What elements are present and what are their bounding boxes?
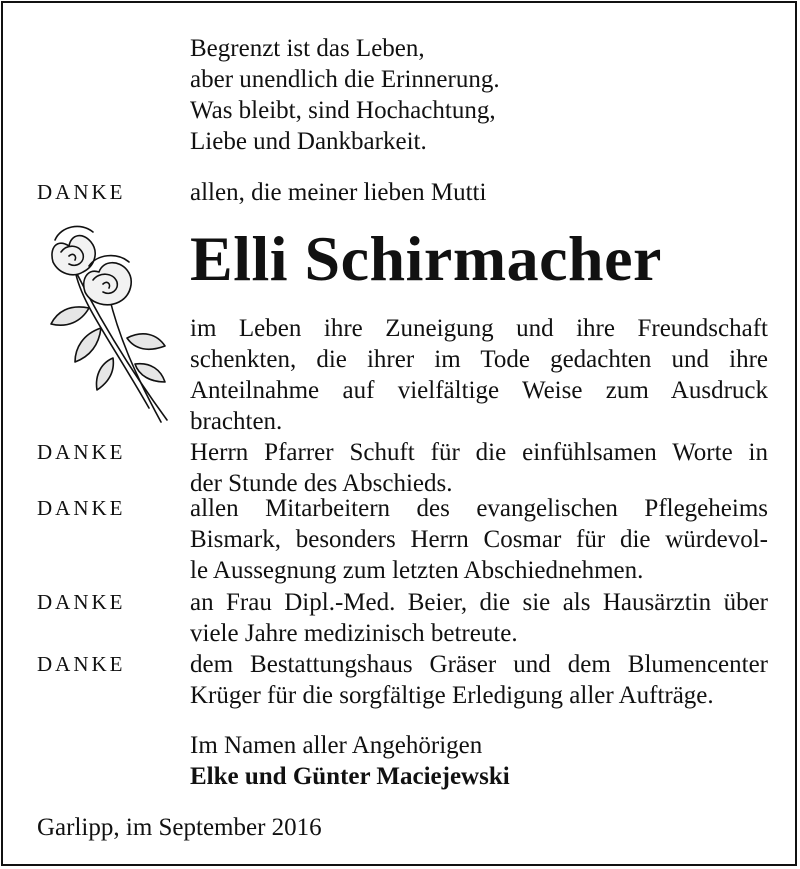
rose-icon xyxy=(39,208,179,428)
signature-names: Elke und Günter Maciejewski xyxy=(190,763,510,790)
danke-label: DANKE xyxy=(37,440,126,464)
paragraph-line: schenkten, die ihrer im Tode gedachten und ihre xyxy=(190,346,768,373)
verse-line-4: Liebe und Dankbarkeit. xyxy=(190,128,427,155)
thanks-entry xyxy=(190,437,768,499)
verse-line-1: Begrenzt ist das Leben, xyxy=(190,35,425,62)
paragraph-line: brachten. xyxy=(190,408,283,435)
thanks-line: der Stunde des Abschieds. xyxy=(190,470,453,497)
verse-line-2: aber unendlich die Erinnerung. xyxy=(190,66,500,93)
thanks-entry xyxy=(190,493,768,586)
obituary-notice xyxy=(1,1,797,866)
thanks-line: an Frau Dipl.-Med. Beier, die sie als Hausärztin über xyxy=(190,589,768,616)
place-date: Garlipp, im September 2016 xyxy=(37,814,322,841)
thanks-entry xyxy=(190,649,768,711)
thanks-line: Bismark, besonders Herrn Cosmar für die würdevol- xyxy=(190,526,768,553)
paragraph-line: im Leben ihre Zuneigung und ihre Freundschaft xyxy=(190,315,768,342)
thanks-line: allen Mitarbeitern des evangelischen Pflegeheims xyxy=(190,495,768,522)
thanks-line: le Aussegnung zum letzten Abschiednehmen. xyxy=(190,557,644,584)
thanks-line: Krüger für die sorgfältige Erledigung aller Aufträge. xyxy=(190,682,714,709)
danke-label: DANKE xyxy=(37,652,126,676)
thanks-entry xyxy=(190,587,768,649)
deceased-name: Elli Schirmacher xyxy=(190,223,662,294)
intro-text: allen, die meiner lieben Mutti xyxy=(190,179,487,206)
thanks-line: Herrn Pfarrer Schuft für die einfühlsamen Worte in xyxy=(190,439,768,466)
verse-line-3: Was bleibt, sind Hochachtung, xyxy=(190,97,496,124)
danke-label: DANKE xyxy=(37,590,126,614)
thanks-line: dem Bestattungshaus Gräser und dem Blumencenter xyxy=(190,651,768,678)
first-paragraph xyxy=(190,313,768,437)
paragraph-line: Anteilnahme auf vielfältige Weise zum Ausdruck xyxy=(190,377,768,404)
danke-label-intro: DANKE xyxy=(37,180,126,204)
danke-label: DANKE xyxy=(37,496,126,520)
thanks-line: viele Jahre medizinisch betreute. xyxy=(190,620,518,647)
signature-intro: Im Namen aller Angehörigen xyxy=(190,732,483,759)
